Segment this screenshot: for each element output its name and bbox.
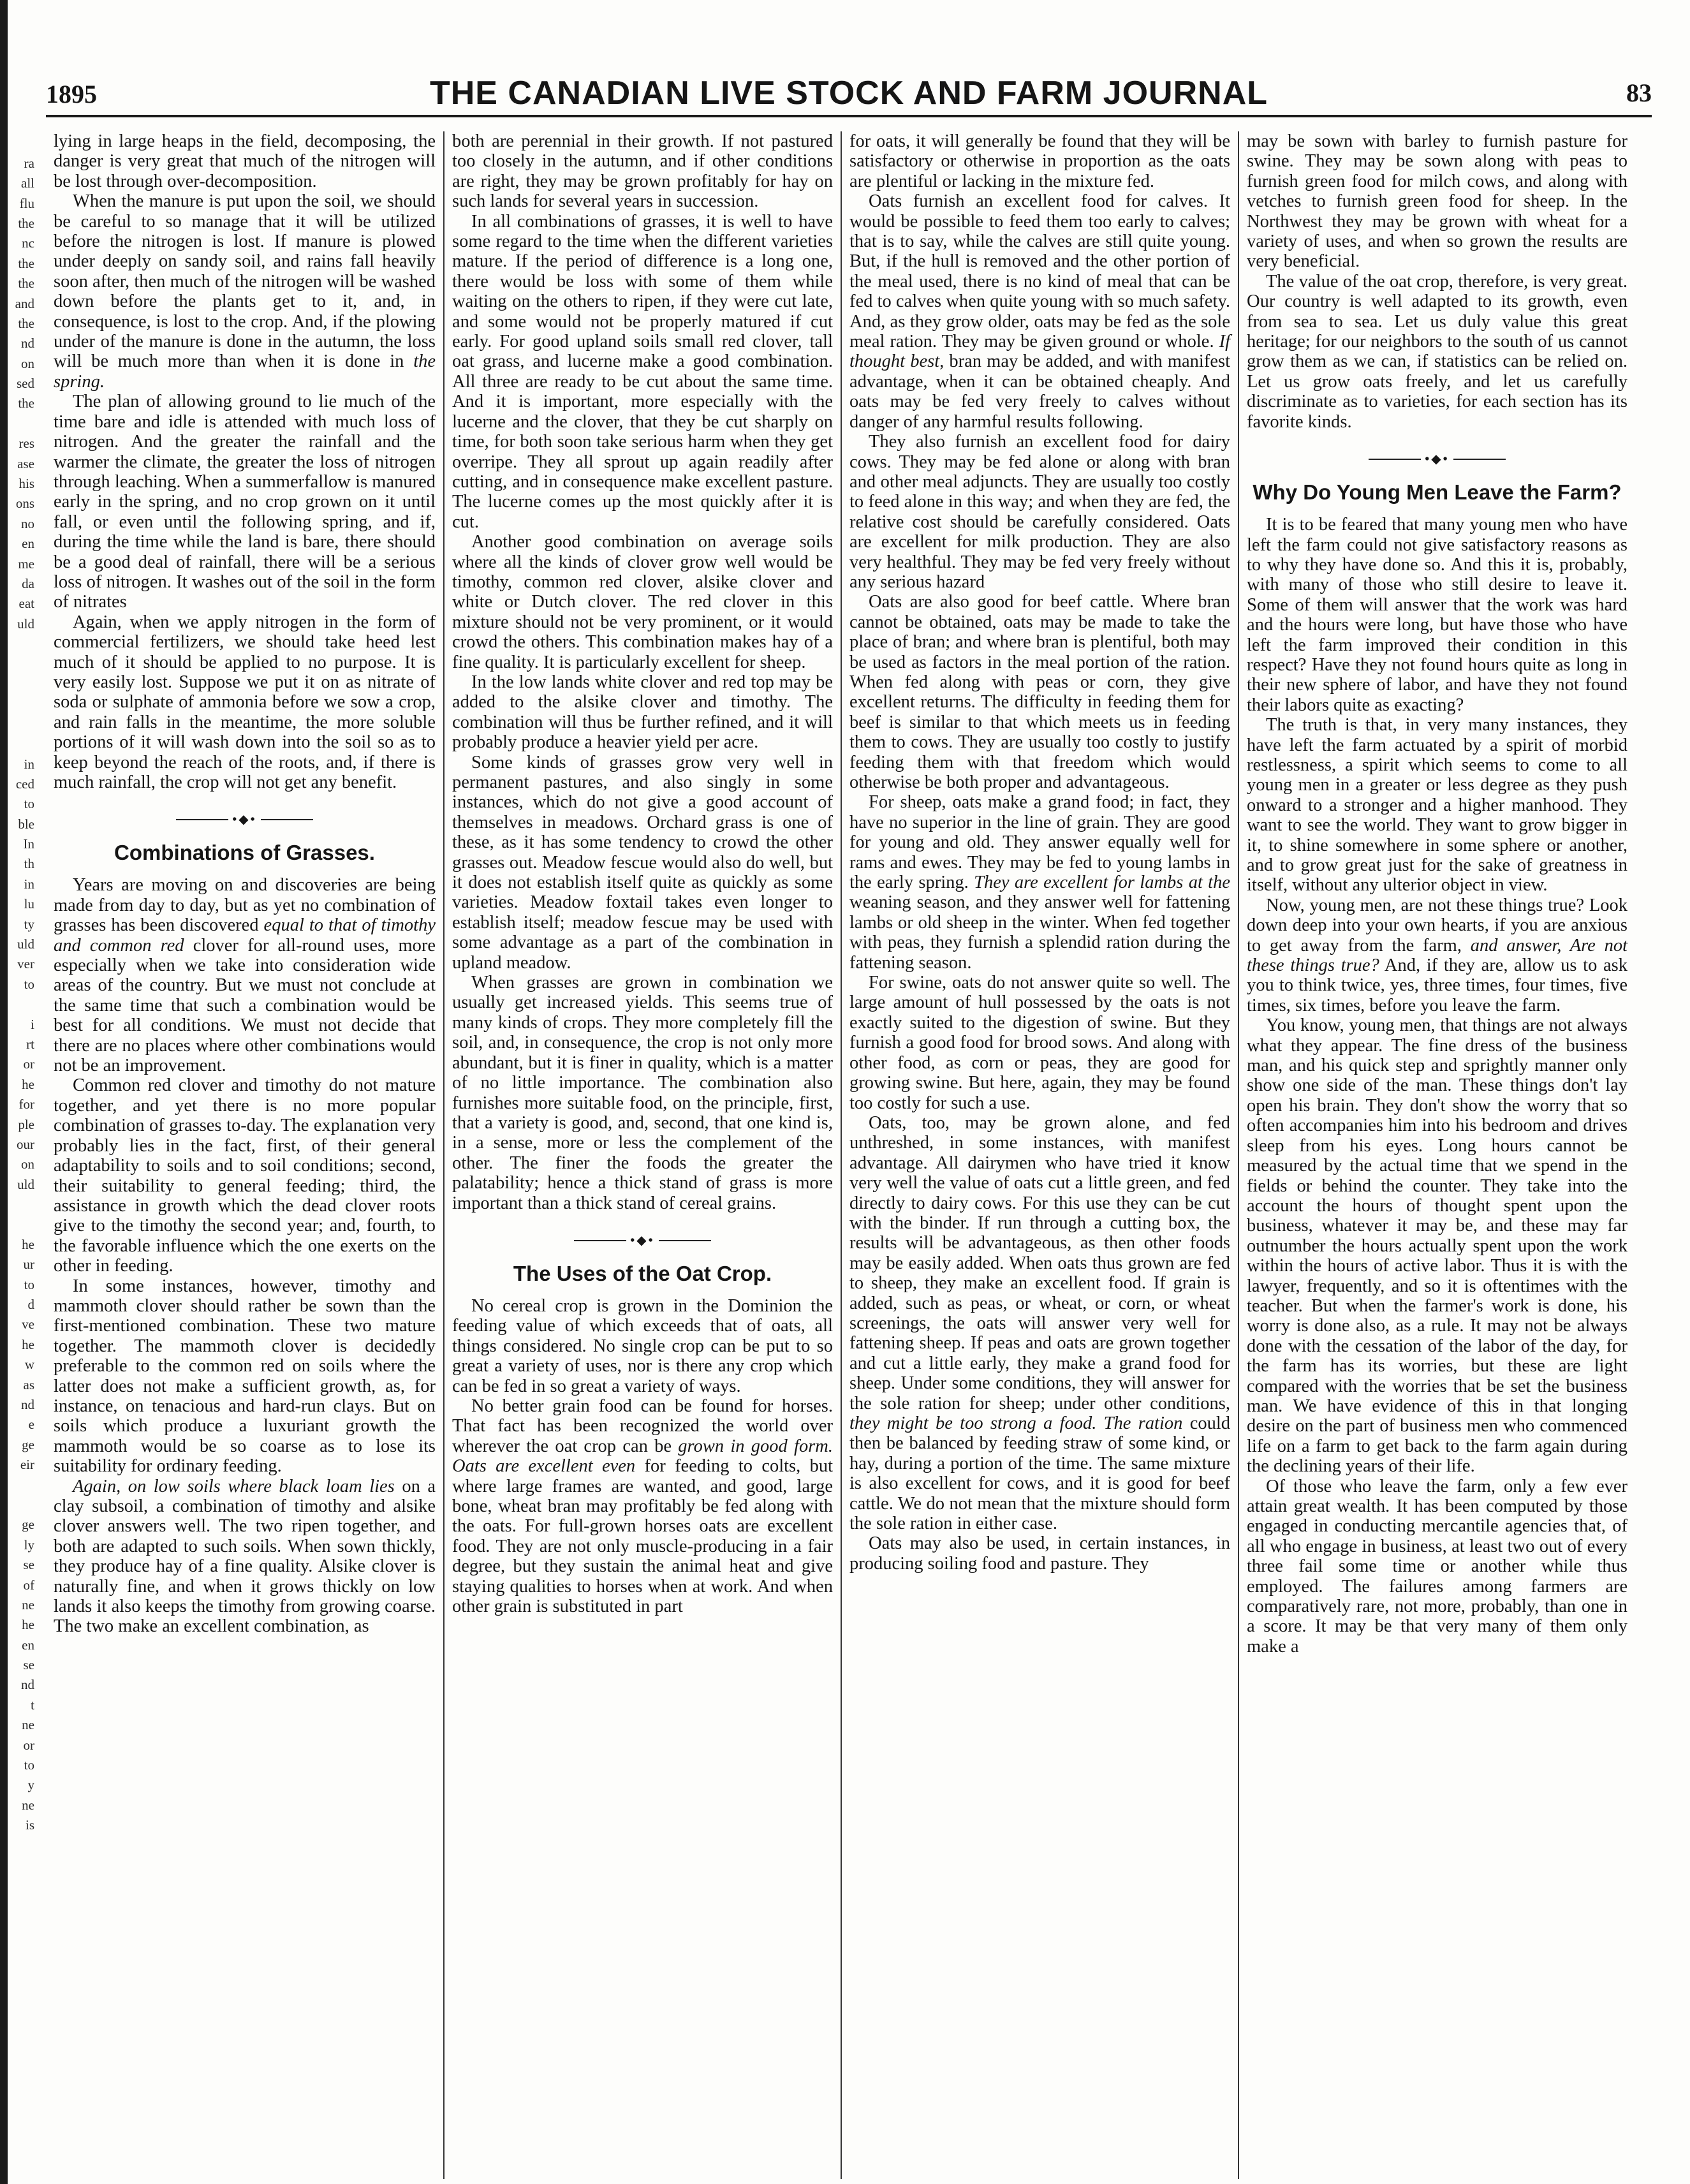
- bleed-fragment: our: [17, 1136, 34, 1152]
- bleed-fragment: d: [27, 1297, 34, 1313]
- bleed-fragment: ble: [18, 816, 34, 832]
- section-heading-young-men: Why Do Young Men Leave the Farm?: [1253, 480, 1622, 505]
- paragraph: Common red clover and timothy do not mature together, and yet there is no more popular combination of grasses to-day. The explanation very probably lies in the fact, first, of their general adaptability to soils and to soil conditions; second, their suitability to general feeding; third, the assistance in growth which the dead clover roots give to the timothy the second year; and, fourth, to the favorable influence which the one exerts on the other in feeding.: [54, 1075, 436, 1276]
- bleed-fragment: [10, 734, 38, 754]
- bleed-fragment: the: [18, 255, 34, 271]
- bleed-fragment: uld: [17, 936, 34, 952]
- paragraph: Now, young men, are not these things true? Look down deep into your own hearts, if you are anxious to get away from the farm, and answer, Are not these things true? And, if they are, allow us to ask you to think twice, yes, three times, four times, five times, six times, before you leave the farm.: [1247, 895, 1628, 1015]
- paragraph: In all combinations of grasses, it is well to have some regard to the time when the different varieties mature. If the period of difference is a long one, there would be loss with some of them while waiting on the others to ripen, if they were cut late, and some would not be properly matured if cut early. For good upland soils small red clover, tall oat grass, and lucerne make a good combination. All three are ready to be cut about the same time. And it is important, more especially with the lucerne and the clover, that they be cut sharply on time, for both soon take serious harm when they get overripe. They all sprout up again readily after cutting, and in consequence make excellent pasture. The lucerne comes up the most quickly after it is cut.: [452, 211, 833, 532]
- paragraph: No cereal crop is grown in the Dominion the feeding value of which exceeds that of oats, all things considered. No single crop can be put to so great a variety of uses, nor is there any crop which can be fed in so great a variety of ways.: [452, 1295, 833, 1396]
- paragraph: The plan of allowing ground to lie much of the time bare and idle is attended with much loss of nitrogen. And the greater the rainfall and the warmer the climate, the greater the loss of nitrogen through leaching. When a summerfallow is manured early in the spring, and no crop grown on it until fall, or even until the following spring, and if, during the time while the land is bare, there should be a good deal of rainfall, there will be a serious loss of nitrogen. It washes out of the soil in the form of nitrates: [54, 392, 436, 612]
- paragraph: Oats furnish an excellent food for calves. It would be possible to feed them too early to calves; that is to say, while the calves are still quite young. But, if the hull is removed and the other portion of the meal used, there is no kind of meal that can be fed to calves when quite young with so much safety. And, as they grow older, oats may be fed as the sole meal ration. They may be given ground or whole. If thought best, bran may be added, and with manifest advantage, when it can be obtained cheaply. And oats may be fed very freely to calves without danger of any harmful results following.: [849, 191, 1230, 432]
- bleed-fragment: he: [22, 1617, 34, 1633]
- bleed-fragment: ra: [24, 155, 34, 171]
- bleed-fragment: ge: [22, 1436, 34, 1452]
- bleed-fragment: is: [25, 1817, 34, 1833]
- section-divider: •◆•: [452, 1231, 833, 1250]
- bleed-fragment: [10, 1195, 38, 1214]
- bleed-fragment: se: [23, 1657, 34, 1673]
- journal-title: THE CANADIAN LIVE STOCK AND FARM JOURNAL: [429, 75, 1268, 112]
- bleed-fragment: his: [18, 476, 34, 492]
- adjacent-page-bleed: [0, 0, 38, 2184]
- paragraph: Oats may also be used, in certain instances, in producing soiling food and pasture. They: [849, 1533, 1230, 1574]
- column-4: [1238, 131, 1635, 2179]
- section-heading-grasses: Combinations of Grasses.: [114, 841, 375, 865]
- bleed-fragment: to: [24, 1276, 34, 1292]
- bleed-fragment: as: [23, 1376, 34, 1392]
- bleed-fragment: ase: [17, 455, 34, 471]
- bleed-fragment: [10, 133, 38, 153]
- header-year: 1895: [46, 80, 97, 108]
- bleed-fragment: nd: [21, 1397, 34, 1412]
- paragraph: The truth is that, in very many instances, they have left the farm actuated by a spirit of morbid restlessness, a spirit which seems to come to all young men in a greater or less degree as they push onward to a stronger and a higher manhood. They want to see the world. They want to grow bigger in it, to shine somewhere in some sphere or another, and to grow great just for the sake of greatness in itself, without any ulterior object in view.: [1247, 715, 1628, 896]
- column-1: [46, 131, 443, 2179]
- bleed-fragment: res: [18, 436, 34, 452]
- bleed-fragment: to: [24, 1757, 34, 1773]
- bleed-fragment: lu: [24, 896, 34, 912]
- paragraph: The value of the oat crop, therefore, is very great. Our country is well adapted to its growth, even from sea to sea. Let us duly value this great heritage; for our neighbors to the south of us cannot grow them as we can, if statistics can be relied on. Let us grow oats freely, and let us carefully discriminate as to varieties, for each section has its favorite kinds.: [1247, 271, 1628, 432]
- paragraph: Again, when we apply nitrogen in the form of commercial fertilizers, we should take heed lest much of it should be applied to no purpose. It is very easily lost. Suppose we put it on as nitrate of soda or sulphate of ammonia before we sow a crop, and rain falls in the meantime, the more soluble portions of it will wash down into the soil so as to keep beyond the reach of the roots, and, if there is much rainfall, the crop will not get any benefit.: [54, 612, 436, 792]
- bleed-fragment: [10, 1495, 38, 1515]
- bleed-fragment: ge: [22, 1517, 34, 1533]
- bleed-fragment: ne: [22, 1597, 34, 1612]
- page-number: 83: [1626, 78, 1652, 107]
- bleed-fragment: he: [22, 1336, 34, 1352]
- paragraph: For sheep, oats make a grand food; in fact, they have no superior in the line of grain. They are good for young and old. They answer equally well for rams and ewes. They may be fed to young lambs in the early spring. They are excellent for lambs at the weaning season, and they answer well for fattening lambs or old sheep in the winter. When fed together with peas, they furnish a splendid ration during the fattening season.: [849, 792, 1231, 973]
- paragraph: both are perennial in their growth. If not pastured too closely in the autumn, and if other conditions are right, they may be grown profitably for hay on such lands for several years in succession.: [452, 131, 833, 212]
- bleed-fragment: eir: [20, 1457, 34, 1473]
- bleed-fragment: no: [21, 515, 34, 531]
- bleed-fragment: to: [24, 976, 34, 992]
- bleed-fragment: e: [28, 1417, 34, 1433]
- bleed-fragment: uld: [17, 616, 34, 631]
- bleed-fragment: all: [21, 175, 34, 191]
- bleed-fragment: to: [24, 796, 34, 812]
- bleed-fragment: se: [23, 1557, 34, 1573]
- paragraph: for oats, it will generally be found that they will be satisfactory or otherwise in proportion as the oats are plentiful or lacking in the mixture fed.: [849, 131, 1230, 191]
- paragraph: In the low lands white clover and red top may be added to the alsike clover and timothy. The combination will thus be further refined, and it will probably produce a heavier yield per acre.: [452, 672, 833, 753]
- paragraph: Another good combination on average soils where all the kinds of clover grow well would be timothy, common red clover, alsike clover and white or Dutch clover. The red clover in this mixture should not be very prominent, or it would crowd the others. This combination makes hay of a fine quality. It is particularly excellent for sheep.: [452, 532, 833, 672]
- bleed-fragment: da: [22, 575, 34, 591]
- paragraph: Years are moving on and discoveries are being made from day to day, but as yet no combination of grasses has been discovered equal to that of timothy and common red clover for all-round uses, more especially when we take into consideration wide areas of the country. But we must not conclude at the same time that such a combination would be best for all conditions. We must not decide that there are no places where other combinations would not be an improvement.: [54, 875, 436, 1076]
- bleed-fragment: en: [22, 536, 34, 552]
- bleed-fragment: ty: [24, 916, 34, 932]
- bleed-fragment: of: [23, 1577, 34, 1593]
- bleed-fragment: and: [15, 295, 34, 311]
- paragraph: lying in large heaps in the field, decomposing, the danger is very great that much of the nitrogen will be lost through over-decomposition.: [54, 131, 436, 191]
- paragraph: For swine, oats do not answer quite so well. The large amount of hull possessed by the oats is not exactly suited to the digestion of swine. But they furnish a good food for brood sows. And along with other food, as corn or peas, they are good for growing swine. But here, again, they may be found too costly for such a use.: [849, 973, 1230, 1113]
- bleed-fragment: w: [24, 1357, 34, 1373]
- paragraph: Again, on low soils where black loam lies on a clay subsoil, a combination of timothy and alsike clover answers well. The two ripen together, and both are adapted to such soils. When sown thickly, they produce hay of a fine quality. Alsike clover is naturally fine, and when it grows thickly on low lands it also keeps the timothy from growing coarse. The two make an excellent combination, as: [54, 1476, 436, 1637]
- bleed-fragment: [10, 694, 38, 714]
- bleed-fragment: ly: [24, 1537, 34, 1553]
- bleed-fragment: on: [21, 1156, 34, 1172]
- bleed-fragment: ve: [22, 1317, 34, 1332]
- paragraph: may be sown with barley to furnish pasture for swine. They may be sown along with peas to furnish green food for milch cows, and along with vetches to furnish green food for sheep. In the Northwest they may be grown with wheat for a variety of uses, and when so grown the results are very beneficial.: [1247, 131, 1628, 272]
- paragraph: Of those who leave the farm, only a few ever attain great wealth. It has been computed by those engaged in conducting mercantile agencies that, of all who engage in business, at least two out of every three fail some time or another while thus employed. The failures among farmers are comparatively rare, not more, probably, than one in a score. It may be that very many of them only make a: [1247, 1476, 1628, 1656]
- bleed-fragment: ced: [15, 776, 34, 792]
- section-heading-oat-crop: The Uses of the Oat Crop.: [513, 1261, 772, 1285]
- column-2: [443, 131, 841, 2179]
- bleed-fragment: flu: [19, 195, 34, 211]
- paragraph: In some instances, however, timothy and mammoth clover should rather be sown than the first-mentioned combination. These two mature together. The mammoth clover is decidedly preferable to the common red on soils where the latter does not make a sufficient growth, as, for instance, on tenacious and hard-run clays. But on soils which produce a luxuriant growth the mammoth would be so coarse as to lose its suitability for ordinary feeding.: [54, 1276, 436, 1477]
- paragraph: They also furnish an excellent food for dairy cows. They may be fed alone or along with bran and other meal adjuncts. They are usually too costly to feed alone in this way; and when they are fed, the relative cost should be carefully considered. Oats are excellent for milk production. They are also very healthful. They may be fed very freely without any serious hazard: [849, 432, 1230, 592]
- bleed-fragment: [10, 714, 38, 734]
- bleed-fragment: [10, 1475, 38, 1495]
- bleed-fragment: ne: [22, 1717, 34, 1733]
- bleed-fragment: he: [22, 1076, 34, 1092]
- bleed-fragment: [10, 1214, 38, 1234]
- bleed-fragment: [10, 674, 38, 694]
- bleed-fragment: i: [31, 1016, 34, 1032]
- article-columns: [46, 131, 1637, 2179]
- bleed-fragment: ple: [18, 1116, 34, 1132]
- bleed-fragment: ver: [17, 956, 34, 972]
- bleed-fragment: in: [24, 756, 34, 772]
- paragraph: No better grain food can be found for horses. That fact has been recognized the world over wherever the oat crop can be grown in good form. Oats are excellent even for feeding to colts, but where large frames are wanted, and good, large bone, wheat bran may profitably be fed along with the oats. For full-grown horses oats are excellent food. They are not only muscle-producing in a fair degree, but they sustain the animal heat and give staying qualities to horses when at work. And when other grain is substituted in part: [452, 1396, 834, 1617]
- bleed-fragment: the: [18, 276, 34, 291]
- section-divider: •◆•: [54, 810, 436, 829]
- bleed-fragment: or: [23, 1737, 34, 1753]
- bleed-fragment: sed: [17, 376, 34, 392]
- section-divider: •◆•: [1247, 450, 1628, 469]
- bleed-fragment: in: [24, 876, 34, 892]
- bleed-fragment: for: [18, 1096, 34, 1112]
- bleed-fragment: [10, 994, 38, 1014]
- bleed-fragment: In: [23, 836, 34, 852]
- bleed-fragment: y: [27, 1777, 34, 1793]
- bleed-fragment: nd: [21, 1677, 34, 1693]
- bleed-fragment: or: [23, 1056, 34, 1072]
- bleed-fragment: he: [22, 1236, 34, 1252]
- bleed-fragment: [10, 654, 38, 674]
- paragraph: Oats are also good for beef cattle. Where bran cannot be obtained, oats may be made to take the place of bran; and where bran is plentiful, both may be used as factors in the meal portion of the ration. When fed along with peas or corn, they give excellent returns. The difficulty in feeding them for beef is similar to that which meets us in feeding them to cows. They are usually too costly to justify feeding them with that freedom which would otherwise be both proper and advantageous.: [849, 592, 1230, 792]
- bleed-fragment: ons: [15, 496, 34, 512]
- bleed-fragment: ur: [23, 1257, 34, 1273]
- bleed-fragment: [10, 634, 38, 654]
- paragraph: Some kinds of grasses grow very well in permanent pastures, and also singly in some instances, which do not give a good account of themselves in meadows. Orchard grass is one of these, as it has some tendency to crowd the other grasses out. Meadow fescue would also do well, but it does not establish itself quite as quickly as some varieties. Meadow foxtail takes even longer to establish itself; meadow fescue may be used with some advantage as a part of the combination in upland meadow.: [452, 752, 833, 973]
- bleed-fragment: nc: [22, 235, 34, 251]
- paragraph: When the manure is put upon the soil, we should be careful to so manage that it will be utilized before the nitrogen is lost. If manure is plowed under deeply on sandy soil, and rains fall heavily soon after, then much of the nitrogen will be washed down before the plants get to it, and, in consequence, is lost to the crop. And, if the plowing under of the manure is done in the autumn, the loss will be much more than when it is done in the spring.: [54, 191, 436, 392]
- bleed-fragment: on: [21, 355, 34, 371]
- page-header: [46, 70, 1652, 117]
- bleed-fragment: the: [18, 215, 34, 231]
- paragraph: When grasses are grown in combination we usually get increased yields. This seems true of many kinds of crops. They more completely fill the soil, and, in consequence, the crop is not only more abundant, but it is finer in quality, which is a matter of no little importance. The combination also furnishes more suitable food, on the principle, first, that a variety is good, and, second, that one kind is, in a sense, more or less the complement of the other. The finer the foods the greater the palatability; hence a thick stand of grass is more important than a thick stand of cereal grains.: [452, 973, 833, 1213]
- bleed-fragment: en: [22, 1637, 34, 1653]
- column-3: [841, 131, 1238, 2179]
- bleed-fragment: ne: [22, 1797, 34, 1813]
- bleed-fragment: uld: [17, 1176, 34, 1192]
- bleed-fragment: me: [18, 556, 34, 572]
- bleed-fragment: eat: [18, 596, 34, 612]
- paragraph: You know, young men, that things are not always what they appear. The fine dress of the business man, and his quick step and sprightly manner only show one side of the man. These things don't lay open his brain. They don't show the worry that so often accompanies him into his bedroom and drives sleep from his eyes. Long hours cannot be measured by the actual time that we spend in the fields or behind the counter. They take into the account the hours of thought spent upon the business, whatever it may be, and these may far outnumber the hours actually spent upon the work within the hours of active labor. Thus it is with the lawyer, frequently, and so it is oftentimes with the teacher. But when the farmer's work is done, his worry is done also, as a rule. It may not be always done with the cessation of the labor of the day, for the farm has its worries, but these are light compared with the worries that be set the business man. We have evidence of this in that longing desire on the part of business men who commenced life on a farm to get back to the farm again during the declining years of their life.: [1247, 1015, 1628, 1477]
- bleed-fragment: th: [24, 856, 34, 872]
- paragraph: It is to be feared that many young men who have left the farm could not give satisfactory reasons as to why they have done so. And this it is, probably, with many of those who still desire to leave it. Some of them will answer that the work was hard and the hours were long, but have those who have left the farm improved their condition in this respect? Have they not found hours quite as long in their new sphere of labor, and have they not found their labors quite as exacting?: [1247, 515, 1628, 715]
- bleed-fragment: t: [31, 1697, 34, 1713]
- bleed-fragment: nd: [21, 336, 34, 351]
- paragraph: Oats, too, may be grown alone, and fed unthreshed, in some instances, with manifest advantage. All dairymen who have tried it know very well the value of oats cut a little green, and fed directly to dairy cows. For this use they can be cut with the binder. If run through a cutting box, the results will be advantageous, as then other foods may be easily added. When oats thus grown are fed to sheep, they make an excellent food. If grain is added, such as peas, or wheat, or corn, or wheat screenings, the oats will answer very well for fattening sheep. If peas and oats are grown together and cut a little early, they make a grand food for sheep. Under some conditions, they will answer for the sole ration for sheep; under other conditions, they might be too strong a food. The ration could then be balanced by feeding straw of some kind, or hay, during a portion of the time. The same mixture is also excellent for cows, and it is good for beef cattle. We do not mean that the mixture should form the sole ration in either case.: [849, 1112, 1231, 1534]
- bleed-fragment: [10, 114, 38, 133]
- bleed-fragment: rt: [26, 1036, 34, 1052]
- bleed-fragment: the: [18, 395, 34, 411]
- bleed-fragment: [10, 414, 38, 434]
- bleed-fragment: the: [18, 315, 34, 331]
